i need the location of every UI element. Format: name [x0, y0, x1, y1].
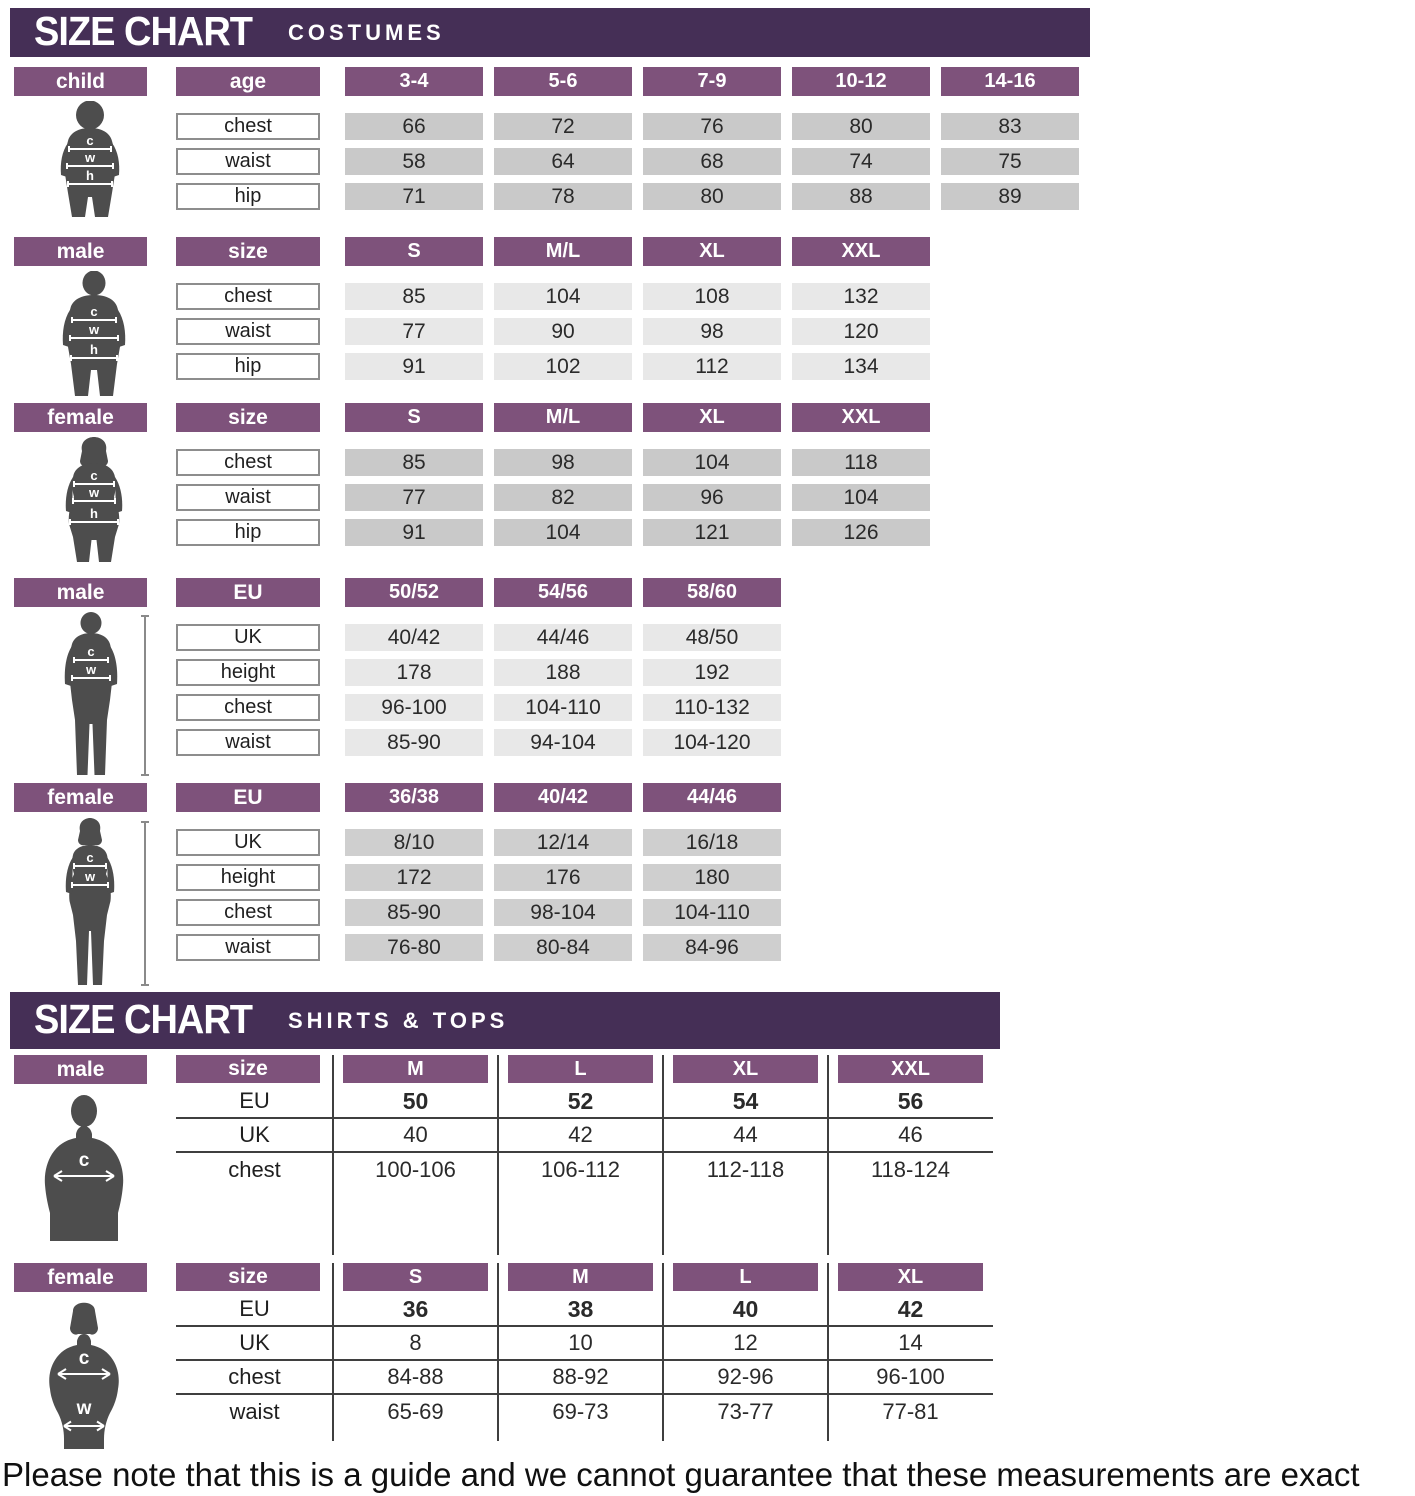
waist-mark: w [84, 869, 96, 884]
measurement-cell: 12 [733, 1330, 758, 1355]
column-header: 10-12 [792, 67, 930, 96]
table-row [176, 934, 792, 961]
column-header: S [345, 403, 483, 432]
measurement-cell: 68 [643, 148, 781, 175]
chest-mark: c [86, 850, 94, 865]
measurement-cell: 16/18 [643, 829, 781, 856]
male-figure-icon [44, 612, 176, 777]
measurement-cell: 110-132 [643, 694, 781, 721]
measurement-cell: 74 [792, 148, 930, 175]
table-row [176, 1153, 993, 1187]
child-section-label: child [14, 67, 147, 96]
measurement-cell: 104 [494, 283, 632, 310]
column-header: XL [838, 1263, 983, 1291]
table-header-row [176, 237, 941, 266]
table-row [176, 353, 941, 380]
measurement-cell: 8 [409, 1330, 422, 1355]
measurement-table [176, 1055, 993, 1242]
column-header: 44/46 [643, 783, 781, 812]
row-label: EU [239, 1088, 270, 1113]
chest-mark: c [86, 133, 94, 148]
costumes-header-bar [10, 8, 1090, 57]
column-header-wrap [828, 1055, 993, 1083]
column-divider [497, 1055, 499, 1255]
measurement-table [176, 403, 941, 563]
measurement-cell: 10 [568, 1330, 593, 1355]
measurement-cell: 69-73 [552, 1399, 609, 1424]
table-row [176, 519, 941, 546]
table-row [176, 148, 1090, 175]
measurement-cell: 104 [494, 519, 632, 546]
measurement-cell: 96 [643, 484, 781, 511]
shirts-group-male [14, 1055, 1415, 1242]
male-full-silhouette [44, 612, 156, 777]
table-row [176, 1361, 993, 1395]
figure-column [14, 783, 176, 987]
shirts-tables [0, 1055, 1415, 1450]
column-header: L [673, 1263, 818, 1291]
measurement-cell: 100-106 [375, 1157, 456, 1182]
column-header: 58/60 [643, 578, 781, 607]
measurement-cell: 104-120 [643, 729, 781, 756]
column-header: M/L [494, 237, 632, 266]
corner-header: age [176, 67, 320, 96]
measurement-table [176, 578, 792, 777]
measurement-cell: 71 [345, 183, 483, 210]
female-figure-icon [44, 817, 176, 987]
measurement-cell: 94-104 [494, 729, 632, 756]
measurement-cell: 40 [732, 1295, 759, 1322]
measurement-cell: 121 [643, 519, 781, 546]
measurement-cell: 8/10 [345, 829, 483, 856]
measurement-cell: 96-100 [345, 694, 483, 721]
column-header: XL [643, 403, 781, 432]
row-label: chest [176, 899, 320, 926]
table-row [176, 484, 941, 511]
child-silhouette [44, 101, 136, 219]
waist-mark: w [88, 322, 100, 337]
table-header-row [176, 67, 1090, 96]
row-label: chest [228, 1157, 281, 1182]
measurement-cell: 96-100 [876, 1364, 945, 1389]
male-torso-silhouette [32, 1092, 132, 1242]
female-full-silhouette [44, 817, 156, 987]
child-figure-icon [44, 101, 176, 219]
table-header-row [176, 1263, 993, 1291]
female-section-label: female [14, 783, 147, 812]
table-row [176, 1395, 993, 1429]
corner-header: size [176, 403, 320, 432]
female-silhouette [44, 437, 144, 563]
measurement-cell: 14 [898, 1330, 923, 1355]
measurement-cell: 84-88 [387, 1364, 444, 1389]
figure-column [14, 67, 176, 219]
column-header: S [345, 237, 483, 266]
measurement-cell: 80 [792, 113, 930, 140]
shirts-title: SIZE CHART [34, 997, 252, 1043]
measurement-cell: 102 [494, 353, 632, 380]
column-header: 14-16 [941, 67, 1079, 96]
female-section-label: female [14, 1263, 147, 1292]
measurement-cell: 106-112 [540, 1157, 621, 1182]
table-row [176, 729, 792, 756]
table-row [176, 1327, 993, 1361]
measurement-cell: 178 [345, 659, 483, 686]
row-label: waist [176, 484, 320, 511]
male-section-label: male [14, 1055, 147, 1084]
row-label: hip [176, 519, 320, 546]
figure-column [14, 403, 176, 563]
measurement-cell: 88 [792, 183, 930, 210]
costume-group-child-0 [14, 67, 1415, 219]
chest-mark: c [78, 1150, 90, 1171]
measurement-cell: 118-124 [870, 1157, 951, 1182]
row-label: UK [176, 624, 320, 651]
measurement-cell: 126 [792, 519, 930, 546]
corner-header: EU [176, 783, 320, 812]
hip-mark: h [90, 342, 98, 357]
costume-group-male-3 [14, 578, 1415, 777]
hip-mark: h [86, 168, 94, 183]
measurement-cell: 44/46 [494, 624, 632, 651]
column-header: M/L [494, 403, 632, 432]
measurement-cell: 78 [494, 183, 632, 210]
column-divider [662, 1263, 664, 1441]
column-divider [827, 1055, 829, 1255]
corner-header: EU [176, 578, 320, 607]
measurement-cell: 89 [941, 183, 1079, 210]
table-row [176, 449, 941, 476]
male-figure-icon [44, 271, 176, 397]
measurement-cell: 40/42 [345, 624, 483, 651]
measurement-cell: 98-104 [494, 899, 632, 926]
corner-header: size [176, 1263, 320, 1291]
female-figure-icon [44, 437, 176, 563]
column-divider [332, 1055, 334, 1255]
column-divider [827, 1263, 829, 1441]
figure-column [14, 1055, 176, 1242]
table-row [176, 283, 941, 310]
measurement-cell: 80 [643, 183, 781, 210]
waist-mark: w [76, 1398, 92, 1419]
row-label: chest [176, 694, 320, 721]
column-header: XXL [838, 1055, 983, 1083]
column-header: 3-4 [345, 67, 483, 96]
table-row [176, 694, 792, 721]
table-header-row [176, 783, 792, 812]
column-header: XL [643, 237, 781, 266]
measurement-cell: 112 [643, 353, 781, 380]
chest-mark: c [90, 304, 98, 319]
column-header: 36/38 [345, 783, 483, 812]
measurement-cell: 91 [345, 519, 483, 546]
column-header: 54/56 [494, 578, 632, 607]
measurement-cell: 104 [792, 484, 930, 511]
column-header: M [508, 1263, 653, 1291]
row-label: waist [229, 1399, 280, 1424]
female-torso-silhouette [32, 1300, 132, 1450]
measurement-cell: 83 [941, 113, 1079, 140]
shirts-group-female [14, 1263, 1415, 1450]
height-mark: h [128, 616, 136, 631]
corner-header: size [176, 237, 320, 266]
measurement-cell: 85-90 [345, 729, 483, 756]
chest-mark: c [87, 644, 95, 659]
figure-column [14, 1263, 176, 1450]
table-header-row [176, 1055, 993, 1083]
row-label: chest [228, 1364, 281, 1389]
measurement-cell: 42 [897, 1295, 924, 1322]
measurement-cell: 40 [403, 1122, 428, 1147]
row-label: chest [176, 449, 320, 476]
column-divider [497, 1263, 499, 1441]
column-header-wrap [498, 1263, 663, 1291]
measurement-cell: 88-92 [552, 1364, 609, 1389]
measurement-cell: 98 [494, 449, 632, 476]
figure-column [14, 237, 176, 397]
measurement-cell: 64 [494, 148, 632, 175]
table-row [176, 1293, 993, 1327]
measurement-cell: 120 [792, 318, 930, 345]
female-figure-icon [32, 1300, 176, 1450]
row-label: EU [239, 1296, 270, 1321]
measurement-cell: 92-96 [717, 1364, 774, 1389]
row-label: waist [176, 934, 320, 961]
measurement-cell: 52 [567, 1087, 594, 1114]
column-header: L [508, 1055, 653, 1083]
table-header-row [176, 403, 941, 432]
column-header-wrap [333, 1263, 498, 1291]
measurement-cell: 98 [643, 318, 781, 345]
measurement-table [176, 67, 1090, 219]
table-row [176, 899, 792, 926]
table-row [176, 829, 792, 856]
measurement-cell: 90 [494, 318, 632, 345]
measurement-cell: 65-69 [387, 1399, 444, 1424]
row-label: hip [176, 183, 320, 210]
measurement-cell: 12/14 [494, 829, 632, 856]
measurement-cell: 66 [345, 113, 483, 140]
table-row [176, 659, 792, 686]
costume-group-female-2 [14, 403, 1415, 563]
figure-column [14, 578, 176, 777]
male-section-label: male [14, 237, 147, 266]
row-label: waist [176, 729, 320, 756]
measurement-cell: 48/50 [643, 624, 781, 651]
column-header-wrap [333, 1055, 498, 1083]
measurement-cell: 91 [345, 353, 483, 380]
column-header: S [343, 1263, 488, 1291]
measurement-cell: 44 [733, 1122, 758, 1147]
row-label: waist [176, 148, 320, 175]
measurement-cell: 134 [792, 353, 930, 380]
measurement-cell: 85 [345, 283, 483, 310]
table-row [176, 1085, 993, 1119]
measurement-cell: 75 [941, 148, 1079, 175]
measurement-cell: 76-80 [345, 934, 483, 961]
column-divider [332, 1263, 334, 1441]
measurement-cell: 82 [494, 484, 632, 511]
row-label: height [176, 864, 320, 891]
column-header: XL [673, 1055, 818, 1083]
measurement-cell: 104-110 [494, 694, 632, 721]
shirts-subtitle: SHIRTS & TOPS [288, 1007, 509, 1033]
costumes-subtitle: COSTUMES [288, 19, 445, 45]
costumes-title: SIZE CHART [34, 9, 252, 55]
measurement-cell: 108 [643, 283, 781, 310]
column-header-wrap [663, 1263, 828, 1291]
waist-mark: w [85, 662, 97, 677]
shirts-header-bar [10, 992, 1000, 1049]
measurement-cell: 38 [567, 1295, 594, 1322]
row-label: chest [176, 113, 320, 140]
measurement-cell: 172 [345, 864, 483, 891]
measurement-cell: 112-118 [706, 1157, 785, 1182]
measurement-cell: 46 [898, 1122, 923, 1147]
column-header: 5-6 [494, 67, 632, 96]
measurement-cell: 50 [402, 1087, 429, 1114]
measurement-cell: 104 [643, 449, 781, 476]
height-mark: h [128, 823, 136, 838]
costume-group-male-1 [14, 237, 1415, 397]
waist-mark: w [84, 150, 96, 165]
measurement-cell: 85 [345, 449, 483, 476]
row-label: UK [239, 1122, 270, 1147]
measurement-cell: 58 [345, 148, 483, 175]
table-header-row [176, 578, 792, 607]
measurement-cell: 77-81 [882, 1399, 939, 1424]
costumes-tables [0, 67, 1415, 987]
waist-mark: w [88, 485, 100, 500]
column-header: XXL [792, 237, 930, 266]
column-header-wrap [828, 1263, 993, 1291]
column-header: XXL [792, 403, 930, 432]
measurement-cell: 42 [568, 1122, 593, 1147]
table-row [176, 864, 792, 891]
measurement-cell: 84-96 [643, 934, 781, 961]
table-row [176, 1119, 993, 1153]
measurement-cell: 36 [402, 1295, 429, 1322]
corner-header: size [176, 1055, 320, 1083]
measurement-cell: 80-84 [494, 934, 632, 961]
measurement-cell: 77 [345, 484, 483, 511]
column-header-wrap [663, 1055, 828, 1083]
measurement-cell: 77 [345, 318, 483, 345]
footer-note: Please note that this is a guide and we cannot guarantee that these measurements are exact [2, 1456, 1360, 1493]
measurement-cell: 76 [643, 113, 781, 140]
column-header: 50/52 [345, 578, 483, 607]
column-header: 7-9 [643, 67, 781, 96]
row-label: chest [176, 283, 320, 310]
male-figure-icon [32, 1092, 176, 1242]
measurement-cell: 118 [792, 449, 930, 476]
male-section-label: male [14, 578, 147, 607]
measurement-table [176, 237, 941, 397]
measurement-cell: 176 [494, 864, 632, 891]
measurement-cell: 180 [643, 864, 781, 891]
table-row [176, 113, 1090, 140]
column-divider [662, 1055, 664, 1255]
chest-mark: c [90, 468, 98, 483]
row-label: waist [176, 318, 320, 345]
measurement-cell: 72 [494, 113, 632, 140]
measurement-cell: 56 [897, 1087, 924, 1114]
table-row [176, 318, 941, 345]
hip-mark: h [90, 506, 98, 521]
row-label: UK [176, 829, 320, 856]
measurement-cell: 132 [792, 283, 930, 310]
column-header: M [343, 1055, 488, 1083]
measurement-table [176, 783, 792, 987]
table-row [176, 183, 1090, 210]
measurement-cell: 54 [732, 1087, 759, 1114]
costume-group-female-4 [14, 783, 1415, 987]
measurement-cell: 73-77 [717, 1399, 774, 1424]
column-header-wrap [498, 1055, 663, 1083]
measurement-cell: 188 [494, 659, 632, 686]
measurement-table [176, 1263, 993, 1450]
measurement-cell: 85-90 [345, 899, 483, 926]
chest-mark: c [78, 1348, 90, 1369]
column-header: 40/42 [494, 783, 632, 812]
table-row [176, 624, 792, 651]
measurement-cell: 104-110 [643, 899, 781, 926]
row-label: height [176, 659, 320, 686]
male-silhouette [44, 271, 144, 397]
measurement-cell: 192 [643, 659, 781, 686]
row-label: hip [176, 353, 320, 380]
row-label: UK [239, 1330, 270, 1355]
female-section-label: female [14, 403, 147, 432]
